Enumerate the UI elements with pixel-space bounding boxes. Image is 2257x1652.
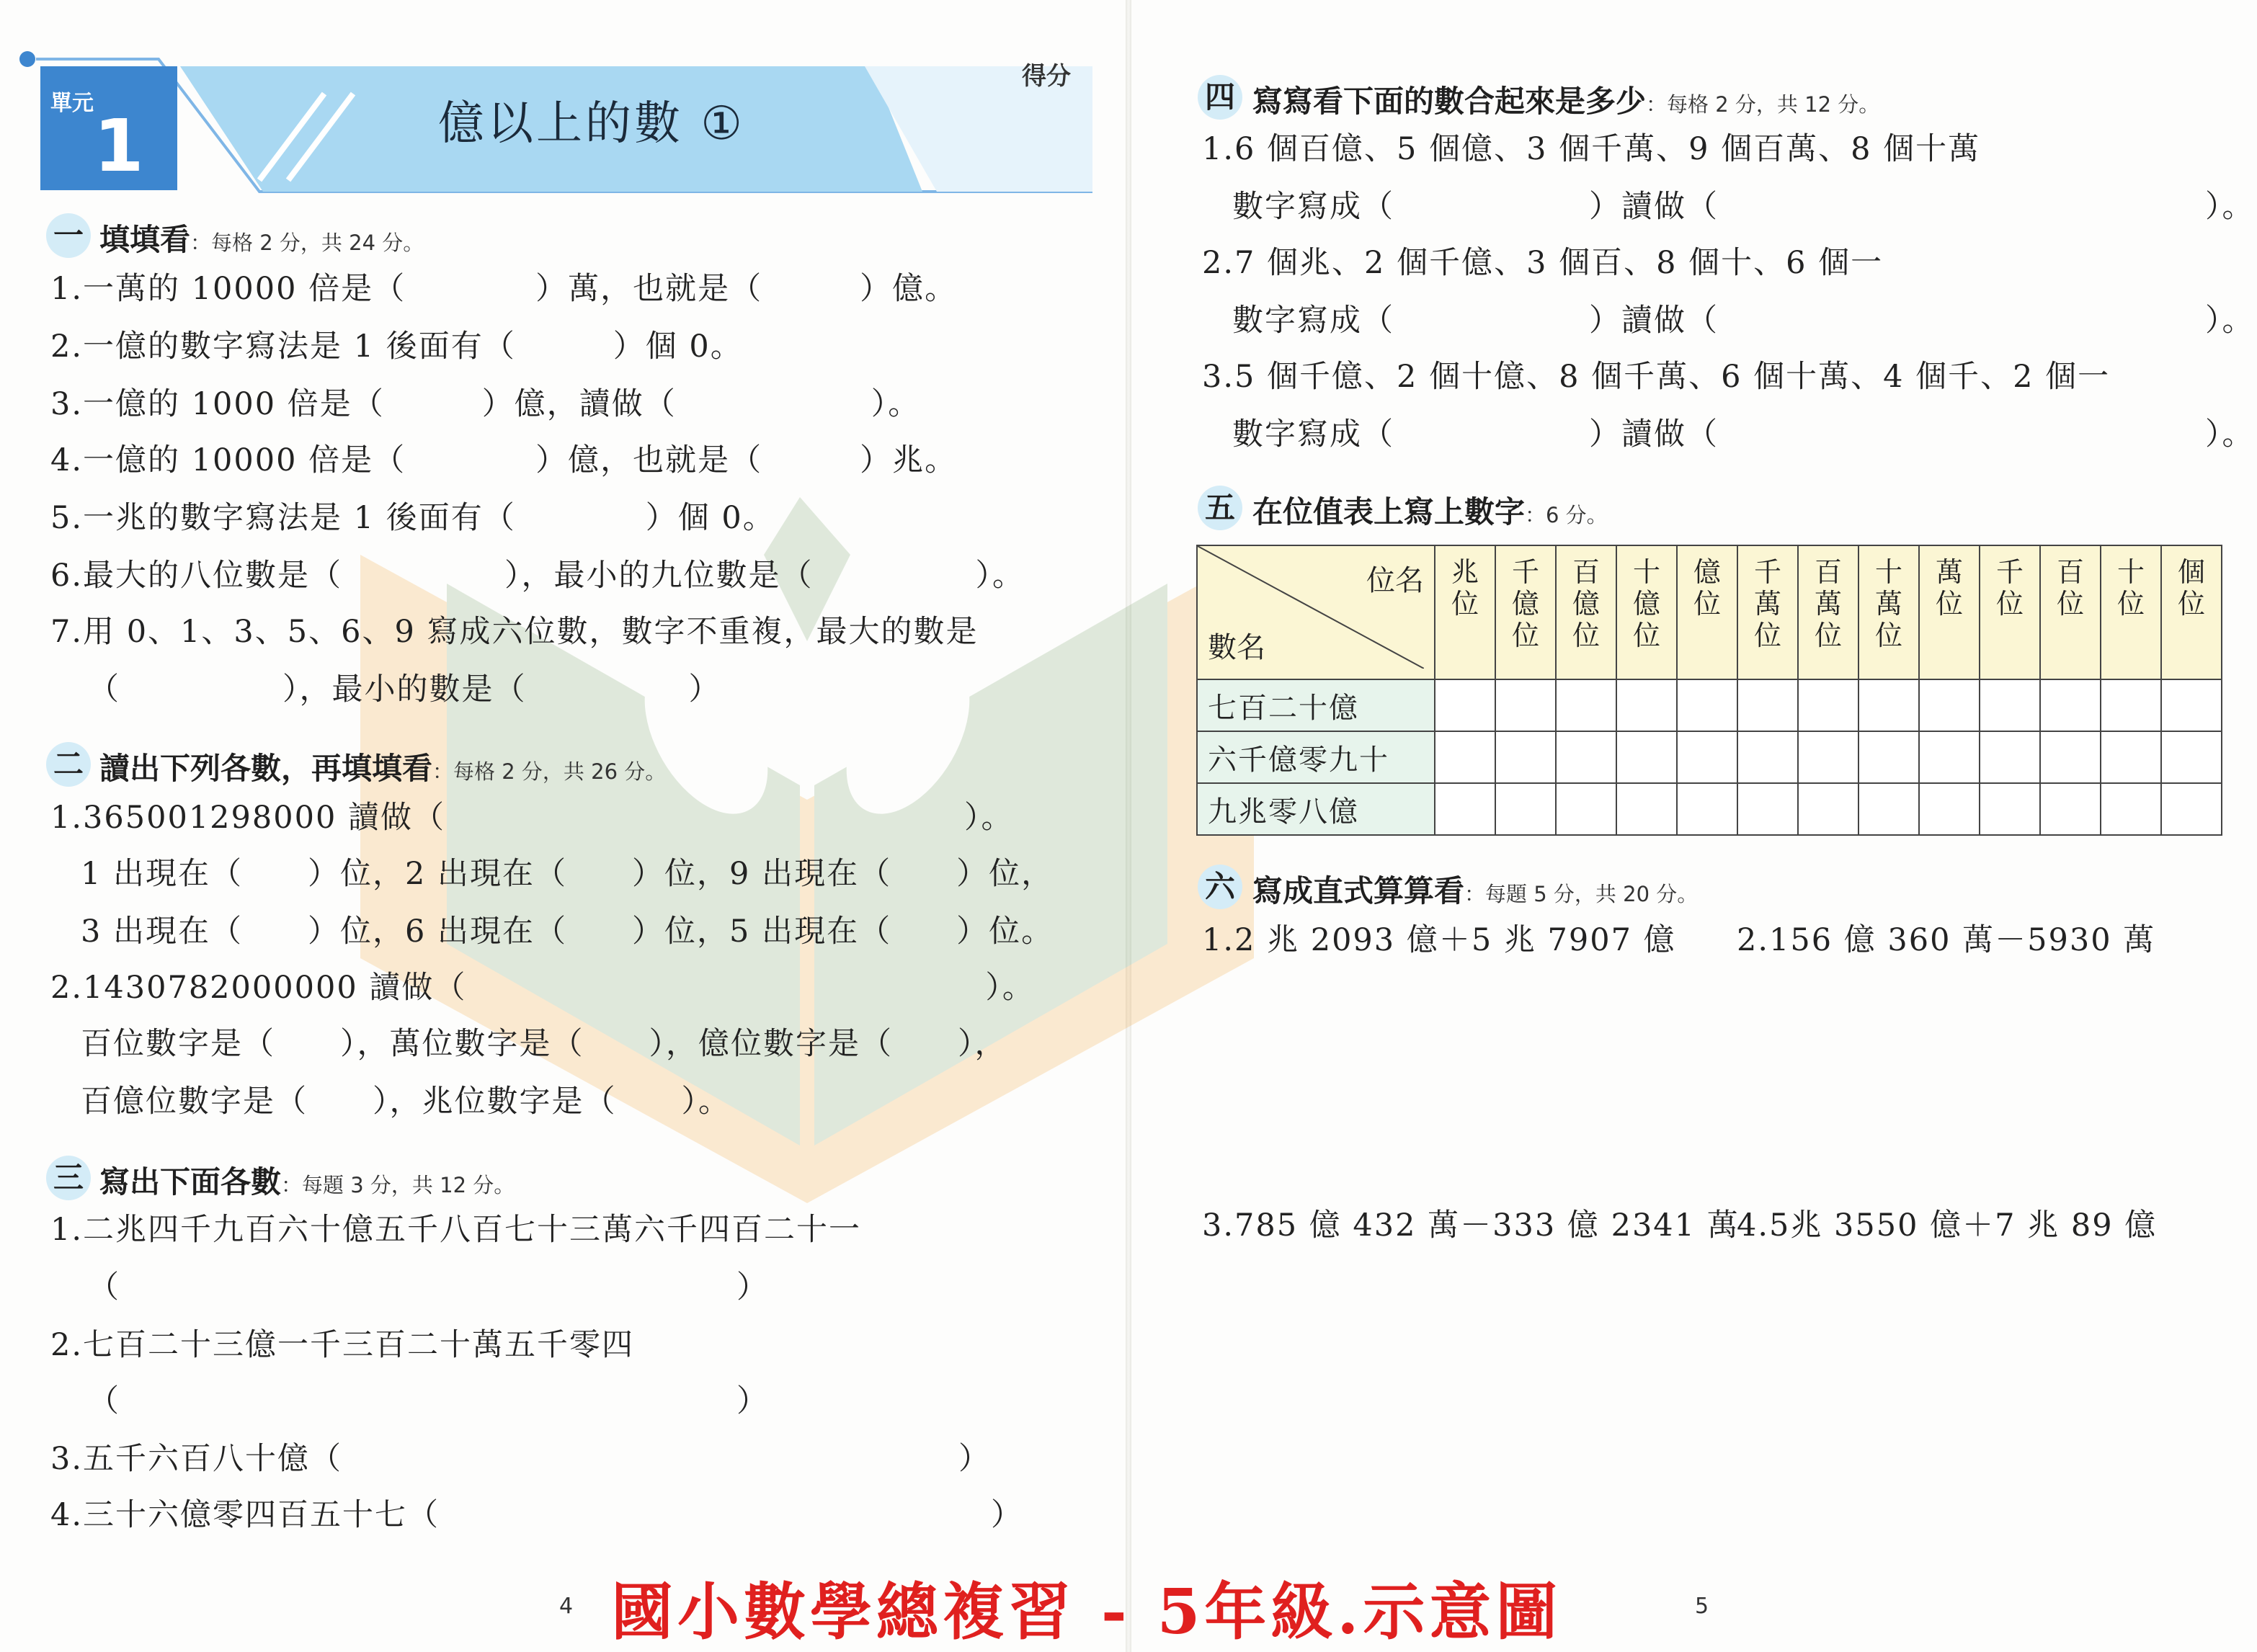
section-6-rule: ：每題 5 分，共 20 分。 — [1464, 882, 1699, 906]
answer-cell[interactable] — [2101, 679, 2161, 731]
section-6-heading — [1252, 867, 1698, 911]
column-header: 十位 — [2101, 545, 2161, 679]
section-2-heading — [99, 745, 666, 788]
s2-q1: 1.365001298000 讀做（ ）。 — [50, 800, 1014, 836]
s1-q4: 4.一億的 10000 倍是（ ）億，也就是（ ）兆。 — [50, 442, 958, 478]
answer-cell[interactable] — [1980, 679, 2040, 731]
s3-q3: 3.五千六百八十億（ ） — [50, 1441, 992, 1477]
answer-cell[interactable] — [1495, 679, 1556, 731]
column-header: 個位 — [2161, 545, 2222, 679]
answer-cell[interactable] — [1616, 679, 1677, 731]
section-3-heading — [99, 1158, 515, 1202]
s4-q1: 1.6 個百億、5 個億、3 個千萬、9 個百萬、8 個十萬 — [1202, 131, 1981, 167]
row-label: 六千億零九十 — [1197, 731, 1435, 783]
section-4-badge: 四 — [1198, 75, 1242, 120]
s3-q2-answer: （ ） — [88, 1383, 769, 1419]
place-value-table — [1196, 545, 2222, 836]
answer-cell[interactable] — [1858, 679, 1919, 731]
section-2-rule: ：每格 2 分，共 26 分。 — [432, 759, 667, 784]
answer-cell[interactable] — [1798, 731, 1858, 783]
s2-q1-b: 3 出現在（ ）位，6 出現在（ ）位，5 出現在（ ）位。 — [81, 914, 1054, 950]
answer-cell[interactable] — [1435, 731, 1495, 783]
answer-cell[interactable] — [1677, 731, 1737, 783]
answer-cell[interactable] — [1556, 679, 1616, 731]
section-5-title: 在位值表上寫上數字 — [1252, 494, 1526, 530]
s4-q2-answer: 數字寫成（ ）讀做（ ）。 — [1232, 303, 2255, 339]
s4-q3-answer: 數字寫成（ ）讀做（ ）。 — [1232, 416, 2255, 452]
column-header: 千萬位 — [1737, 545, 1798, 679]
answer-cell[interactable] — [2040, 783, 2101, 835]
answer-cell[interactable] — [2101, 731, 2161, 783]
column-header: 十億位 — [1616, 545, 1677, 679]
section-5-badge: 五 — [1198, 486, 1242, 530]
s1-q5: 5.一兆的數字寫法是 1 後面有（ ）個 0。 — [50, 500, 775, 536]
section-2-badge: 二 — [46, 742, 91, 787]
answer-cell[interactable] — [2040, 679, 2101, 731]
answer-cell[interactable] — [1616, 783, 1677, 835]
s3-q1: 1.二兆四千九百六十億五千八百七十三萬六千四百二十一 — [50, 1212, 862, 1248]
s1-q7-cont: （ ），最小的數是（ ） — [88, 671, 721, 707]
corner-row-label: 數名 — [1208, 631, 1265, 664]
answer-cell[interactable] — [1495, 731, 1556, 783]
section-5-heading — [1252, 488, 1608, 532]
column-header: 百位 — [2040, 545, 2101, 679]
column-header: 千億位 — [1495, 545, 1556, 679]
answer-cell[interactable] — [1798, 783, 1858, 835]
row-label: 九兆零八億 — [1197, 783, 1435, 835]
s3-q4: 4.三十六億零四百五十七（ ） — [50, 1497, 1024, 1533]
s6-problem-3: 3.785 億 432 萬－333 億 2341 萬 — [1202, 1207, 1740, 1244]
answer-cell[interactable] — [1919, 679, 1980, 731]
answer-cell[interactable] — [1980, 783, 2040, 835]
row-label: 七百二十億 — [1197, 679, 1435, 731]
answer-cell[interactable] — [1556, 731, 1616, 783]
score-label: 得分 — [1022, 62, 1071, 91]
s4-q3: 3.5 個千億、2 個十億、8 個千萬、6 個十萬、4 個千、2 個一 — [1202, 359, 2111, 395]
s6-problem-2: 2.156 億 360 萬－5930 萬 — [1737, 922, 2156, 958]
answer-cell[interactable] — [1435, 679, 1495, 731]
column-header: 萬位 — [1919, 545, 1980, 679]
answer-cell[interactable] — [1677, 783, 1737, 835]
table-row — [1197, 679, 2222, 731]
answer-cell[interactable] — [1858, 783, 1919, 835]
answer-cell[interactable] — [1737, 679, 1798, 731]
section-4-heading — [1252, 78, 1879, 121]
section-2-title: 讀出下列各數，再填填看 — [99, 751, 433, 786]
unit-number: 1 — [94, 104, 144, 188]
answer-cell[interactable] — [1919, 783, 1980, 835]
s3-q2: 2.七百二十三億一千三百二十萬五千零四 — [50, 1327, 635, 1363]
answer-cell[interactable] — [1798, 679, 1858, 731]
answer-cell[interactable] — [1616, 731, 1677, 783]
section-3-rule: ：每題 3 分，共 12 分。 — [281, 1173, 515, 1197]
s1-q7: 7.用 0、1、3、5、6、9 寫成六位數，數字不重複，最大的數是 — [50, 614, 979, 650]
corner-column-label: 位名 — [1366, 564, 1424, 597]
column-header: 兆位 — [1435, 545, 1495, 679]
table-row — [1197, 731, 2222, 783]
answer-cell[interactable] — [1435, 783, 1495, 835]
s2-q2-a: 百位數字是（ ），萬位數字是（ ），億位數字是（ ）， — [81, 1026, 1007, 1062]
answer-cell[interactable] — [2161, 731, 2222, 783]
section-6-title: 寫成直式算算看 — [1252, 873, 1465, 908]
answer-cell[interactable] — [1556, 783, 1616, 835]
s6-problem-4: 4.5兆 3550 億＋7 兆 89 億 — [1737, 1207, 2158, 1244]
answer-cell[interactable] — [1858, 731, 1919, 783]
section-1-badge: 一 — [46, 213, 91, 258]
section-3-badge: 三 — [46, 1156, 91, 1200]
answer-cell[interactable] — [1495, 783, 1556, 835]
page-number-left: 4 — [559, 1594, 574, 1619]
section-3-title: 寫出下面各數 — [99, 1164, 282, 1200]
answer-cell[interactable] — [1737, 783, 1798, 835]
s3-q1-answer: （ ） — [88, 1269, 769, 1305]
section-1-rule: ：每格 2 分，共 24 分。 — [190, 231, 424, 255]
section-1-title: 填填看 — [99, 222, 191, 257]
section-1-heading — [99, 216, 424, 259]
page-title: 億以上的數 ① — [438, 97, 745, 151]
section-6-badge: 六 — [1198, 865, 1242, 909]
table-row — [1197, 783, 2222, 835]
column-header: 百萬位 — [1798, 545, 1858, 679]
answer-cell[interactable] — [1980, 731, 2040, 783]
s4-q2: 2.7 個兆、2 個千億、3 個百、8 個十、6 個一 — [1202, 245, 1884, 281]
s2-q2-b: 百億位數字是（ ），兆位數字是（ ）。 — [81, 1084, 731, 1120]
page-number-right: 5 — [1695, 1594, 1709, 1619]
section-4-rule: ：每格 2 分，共 12 分。 — [1646, 92, 1880, 117]
answer-cell[interactable] — [2040, 731, 2101, 783]
s1-q1: 1.一萬的 10000 倍是（ ）萬，也就是（ ）億。 — [50, 271, 958, 307]
s2-q1-a: 1 出現在（ ）位，2 出現在（ ）位，9 出現在（ ）位， — [81, 856, 1054, 892]
footer-caption: 國小數學總複習 - 5年級.示意圖 — [611, 1576, 1562, 1648]
unit-label: 單元 — [50, 91, 94, 116]
s4-q1-answer: 數字寫成（ ）讀做（ ）。 — [1232, 189, 2255, 225]
answer-cell[interactable] — [1919, 731, 1980, 783]
s1-q2: 2.一億的數字寫法是 1 後面有（ ）個 0。 — [50, 329, 743, 365]
column-header: 十萬位 — [1858, 545, 1919, 679]
answer-cell[interactable] — [2101, 783, 2161, 835]
s2-q2: 2.1430782000000 讀做（ ）。 — [50, 970, 1035, 1006]
section-4-title: 寫寫看下面的數合起來是多少 — [1252, 84, 1647, 119]
answer-cell[interactable] — [1677, 679, 1737, 731]
s1-q6: 6.最大的八位數是（ ），最小的九位數是（ ）。 — [50, 558, 1025, 594]
column-header: 千位 — [1980, 545, 2040, 679]
table-corner — [1197, 545, 1435, 679]
answer-cell[interactable] — [1737, 731, 1798, 783]
column-header: 百億位 — [1556, 545, 1616, 679]
s6-problem-1: 1.2 兆 2093 億＋5 兆 7907 億 — [1202, 922, 1676, 958]
answer-cell[interactable] — [2161, 783, 2222, 835]
section-5-rule: ：6 分。 — [1525, 503, 1608, 527]
column-header: 億位 — [1677, 545, 1737, 679]
s1-q3: 3.一億的 1000 倍是（ ）億，讀做（ ）。 — [50, 386, 921, 422]
answer-cell[interactable] — [2161, 679, 2222, 731]
